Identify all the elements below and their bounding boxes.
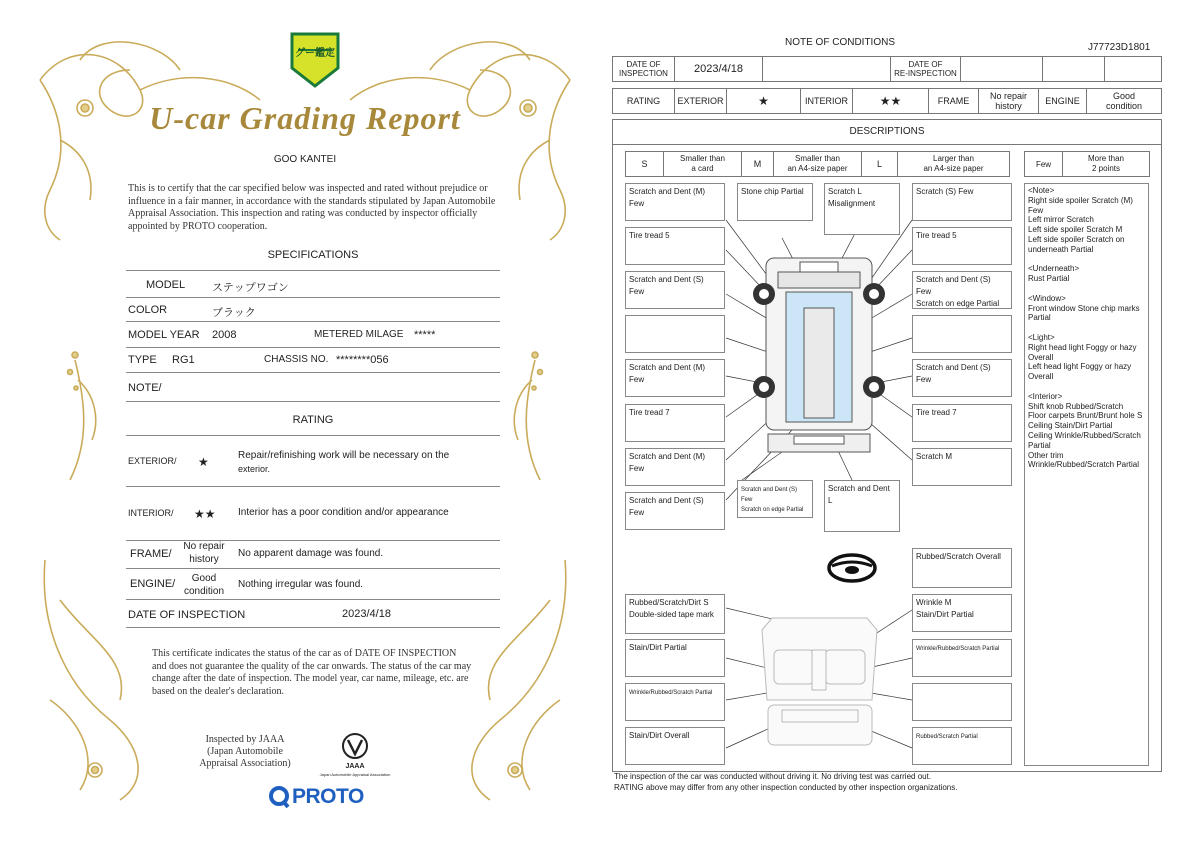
model-value: ステップワゴン	[212, 282, 289, 294]
condition-box: Rubbed/Scratch Overall	[912, 548, 1012, 588]
specifications-heading: SPECIFICATIONS	[267, 249, 359, 261]
interior-label: INTERIOR/	[128, 508, 174, 518]
legend-s-description: Smaller than a card	[664, 152, 742, 177]
certificate-subtitle: GOO KANTEI	[273, 154, 337, 165]
conditions-title: NOTE OF CONDITIONS	[785, 37, 895, 48]
condition-box: Tire tread 7	[912, 404, 1012, 442]
few-legend-table	[1024, 151, 1150, 177]
chassis-label: CHASSIS NO.	[264, 354, 329, 365]
condition-box: Scratch and Dent L	[824, 480, 900, 532]
condition-box: Scratch and Dent (S) Few	[625, 271, 725, 309]
engine-description: Nothing irregular was found.	[238, 579, 364, 590]
condition-box: Wrinkle M Stain/Dirt Partial	[912, 594, 1012, 632]
rating-row-date	[126, 600, 500, 628]
rating-row-frame	[126, 541, 500, 569]
date-of-inspection-label: DATE OF INSPECTION	[613, 57, 675, 82]
footer-line-2: RATING above may differ from any other inspection conducted by other inspection organizations.	[614, 783, 958, 792]
legend-few-description: More than 2 points	[1063, 152, 1150, 177]
frame-label: FRAME	[929, 89, 979, 114]
inspection-dates-table	[612, 56, 1162, 82]
chassis-value: ********056	[336, 354, 389, 366]
engine-value-1: Good	[191, 573, 217, 584]
condition-box: Tire tread 7	[625, 404, 725, 442]
condition-box: Rubbed/Scratch/Dirt S Double-sided tape mark	[625, 594, 725, 634]
condition-box: Scratch L Misalignment	[824, 183, 900, 235]
date-of-inspection-label: DATE OF INSPECTION	[128, 609, 246, 621]
certificate-title: U-car Grading Report	[149, 100, 461, 136]
date-of-reinspection-label: DATE OF RE-INSPECTION	[891, 57, 961, 82]
legend-s: S	[626, 152, 664, 177]
condition-box: Scratch and Dent (M) Few	[625, 448, 725, 486]
frame-value-2: history	[189, 554, 219, 565]
inspected-by-line-1: Inspected by JAAA	[205, 734, 285, 745]
condition-box: Scratch and Dent (M) Few	[625, 359, 725, 397]
rating-row-engine	[126, 569, 500, 600]
rating-row-interior	[126, 487, 500, 541]
model-label: MODEL	[146, 279, 186, 291]
reference-number: J77723D1801	[1088, 42, 1151, 53]
model-year-value: 2008	[212, 329, 237, 341]
proto-logo-icon	[268, 785, 290, 809]
certificate-intro: This is to certify that the car specified below was inspected and rated without prejudice or influence in a fair manner, in accordance with the standards stipulated by Japan Automobile Appraisal Association. This inspection and rating was conducted by inspector officially appointed by PROTO cooperation.	[128, 183, 496, 232]
spec-row-type	[126, 348, 500, 373]
interior-stars: ★★	[853, 89, 929, 114]
inspected-by-line-2: (Japan Automobile	[207, 746, 283, 757]
blank-cell	[763, 57, 891, 82]
condition-box: Tire tread 5	[625, 227, 725, 265]
interior-label: INTERIOR	[801, 89, 853, 114]
metered-milage-value: *****	[414, 329, 436, 341]
condition-box: Scratch and Dent (M) Few	[625, 183, 725, 221]
legend-l: L	[862, 152, 898, 177]
legend-m: M	[742, 152, 774, 177]
spec-row-model-year	[126, 322, 500, 348]
condition-box: Wrinkle/Rubbed/Scratch Partial	[912, 639, 1012, 677]
condition-box: Stain/Dirt Overall	[625, 727, 725, 765]
frame-label: FRAME/	[130, 548, 172, 560]
model-year-label: MODEL YEAR	[128, 329, 200, 341]
proto-logo: PROTO	[292, 785, 364, 808]
condition-box: Stone chip Partial	[737, 183, 813, 221]
condition-box: Scratch M	[912, 448, 1012, 486]
condition-box: Wrinkle/Rubbed/Scratch Partial	[625, 683, 725, 721]
note-label: NOTE/	[128, 382, 162, 394]
inspected-by-line-3: Appraisal Association)	[199, 758, 291, 769]
steering-wheel-icon	[826, 552, 878, 584]
condition-box: Scratch and Dent (S) Few	[625, 492, 725, 530]
exterior-stars: ★	[198, 455, 209, 469]
interior-stars: ★★	[194, 507, 216, 521]
exterior-description-1: Repair/refinishing work will be necessary on the	[238, 450, 450, 461]
legend-m-description: Smaller than an A4-size paper	[774, 152, 862, 177]
frame-description: No apparent damage was found.	[238, 548, 384, 559]
interior-description: Interior has a poor condition and/or appearance	[238, 507, 449, 518]
spec-row-color	[126, 298, 500, 322]
spec-row-note	[126, 373, 500, 402]
engine-label: ENGINE/	[130, 578, 176, 590]
goo-kantei-badge-icon	[288, 30, 342, 90]
rating-label: RATING	[613, 89, 675, 114]
certificate-disclaimer: This certificate indicates the status of the car as of DATE OF INSPECTION and does not guarantee the quality of the car onwards. The status of the car may change after the date of inspection. The model year, car name, mileage, etc. are based on the dealer's declaration.	[152, 648, 472, 697]
blank-cell	[1105, 57, 1162, 82]
condition-box	[625, 315, 725, 353]
exterior-label: EXTERIOR	[675, 89, 727, 114]
condition-box: Scratch and Dent (S) Few	[912, 359, 1012, 397]
date-of-inspection-value: 2023/4/18	[675, 57, 763, 82]
type-value: RG1	[172, 354, 195, 366]
exterior-label: EXTERIOR/	[128, 456, 177, 466]
color-label: COLOR	[128, 304, 168, 316]
rating-summary-table	[612, 88, 1162, 114]
type-label: TYPE	[128, 354, 157, 366]
descriptions-heading: DESCRIPTIONS	[849, 126, 925, 137]
legend-few: Few	[1025, 152, 1063, 177]
engine-label: ENGINE	[1039, 89, 1087, 114]
rating-heading: RATING	[292, 414, 334, 426]
metered-milage-label: METERED MILAGE	[314, 329, 404, 340]
condition-box	[912, 315, 1012, 353]
blank-cell	[1043, 57, 1105, 82]
condition-box: Scratch and Dent (S) Few Scratch on edge Partial	[912, 271, 1012, 309]
rating-row-exterior	[126, 435, 500, 487]
badge-text: グー鑑定	[295, 48, 335, 59]
condition-box: Scratch and Dent (S) Few Scratch on edge Partial	[737, 480, 813, 518]
notes-panel: <Note> Right side spoiler Scratch (M) Few Left mirror Scratch Left side spoiler Scratch M Left side spoiler Scratch on underneath Partial <Underneath> Rust Partial <Window> Front window Stone chip marks Partial <Light> Right head light Foggy or hazy Overall Left head light Foggy or hazy Overall <Interior> Shift knob Rubbed/Scratch Floor carpets Brunt/Brunt hole S Ceiling Stain/Dirt Partial Ceiling Wrinkle/Rubbed/Scratch Partial Other trim Wrinkle/Rubbed/Scratch Partial	[1024, 183, 1149, 766]
jaaa-emblem-icon	[340, 730, 370, 762]
date-of-reinspection-value	[961, 57, 1043, 82]
engine-value: Good condition	[1087, 89, 1162, 114]
condition-box: Rubbed/Scratch Partial	[912, 727, 1012, 765]
condition-box: Scratch (S) Few	[912, 183, 1012, 221]
date-of-inspection-value: 2023/4/18	[342, 608, 391, 620]
condition-box: Tire tread 5	[912, 227, 1012, 265]
legend-l-description: Larger than an A4-size paper	[898, 152, 1010, 177]
footer-line-1: The inspection of the car was conducted without driving it. No driving test was carried out.	[614, 772, 932, 781]
frame-value-1: No repair	[183, 541, 225, 552]
condition-box: Stain/Dirt Partial	[625, 639, 725, 677]
jaaa-caption: Japan Automobile Appraisal Association	[319, 772, 391, 777]
exterior-stars: ★	[727, 89, 801, 114]
exterior-description-2: exterior.	[238, 464, 271, 474]
condition-box	[912, 683, 1012, 721]
jaaa-logo: JAAA	[345, 763, 365, 770]
color-value: ブラック	[212, 307, 256, 319]
size-legend-table	[625, 151, 1010, 177]
spec-row-model	[126, 270, 500, 298]
engine-value-2: condition	[183, 586, 225, 597]
frame-value: No repair history	[979, 89, 1039, 114]
